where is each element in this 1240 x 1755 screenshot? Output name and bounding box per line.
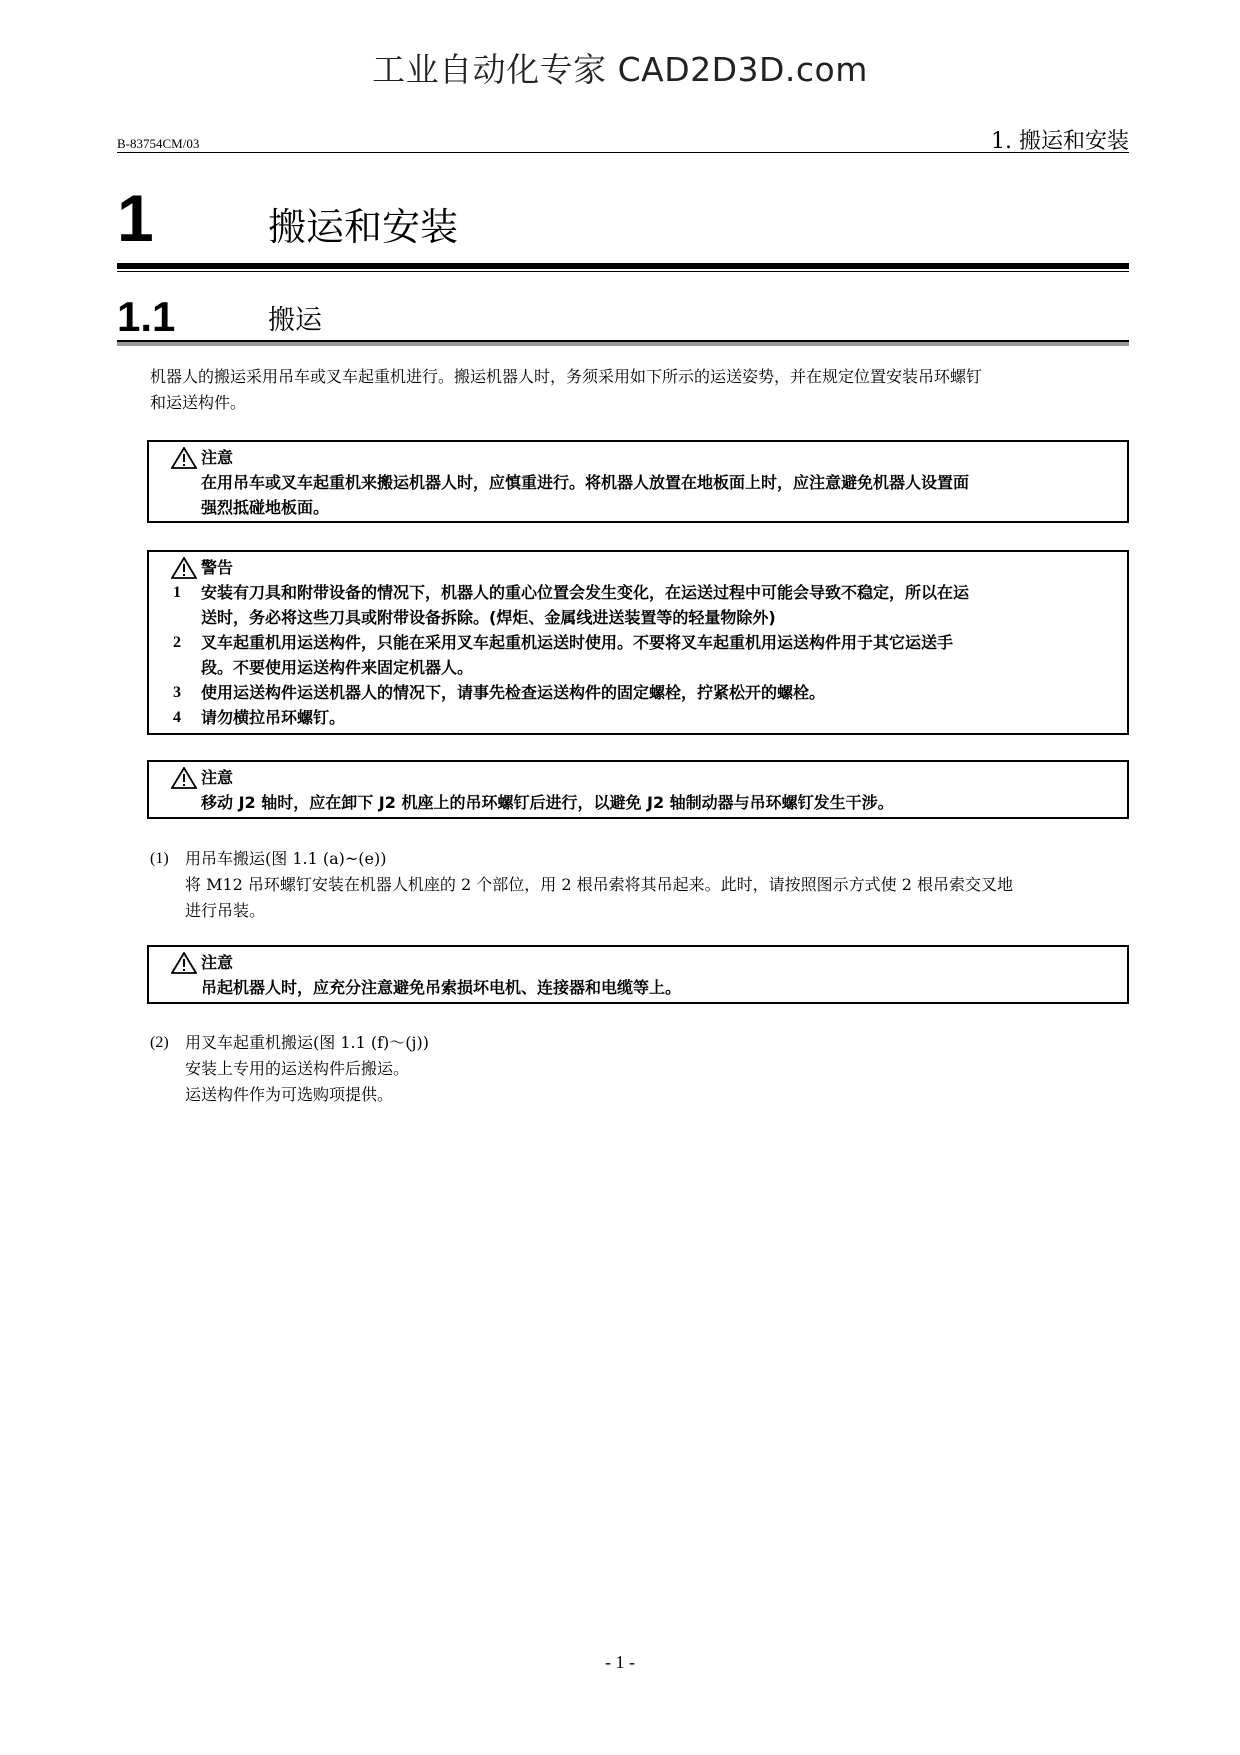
list-item-label: (1) [150,850,169,867]
list-item-line: 运送构件作为可选购项提供。 [185,1085,394,1104]
list-item-1 [150,846,1130,924]
warning-line: 叉车起重机用运送构件，只能在采用叉车起重机运送时使用。不要将叉车起重机用运送构件用于其它运送手 [201,633,954,652]
warning-box [147,550,1129,735]
section-number: 1.1 [117,293,176,340]
warning-item [173,630,1107,680]
page-number: - 1 - [605,1652,635,1672]
caution-header [201,446,1107,470]
caution-body [201,470,1107,520]
list-item-line: 安装上专用的运送构件后搬运。 [185,1059,410,1078]
warning-line: 使用运送构件运送机器人的情况下，请事先检查运送构件的固定螺栓，拧紧松开的螺栓。 [201,683,826,702]
section-title: 搬运 [268,305,322,336]
caution-line: 强烈抵碰地板面。 [201,498,330,517]
intro-paragraph [150,364,1130,416]
list-item-line: 进行吊装。 [185,901,266,920]
caution-box-1 [147,440,1129,523]
warning-item [173,705,1107,730]
chapter-title: 搬运和安装 [268,205,459,249]
warning-item-number: 1 [173,584,181,601]
warning-line: 请勿横拉吊环螺钉。 [201,708,346,727]
intro-line: 机器人的搬运采用吊车或叉车起重机进行。搬运机器人时，务须采用如下所示的运送姿势，并在规定位置安装吊环螺钉 [150,367,983,386]
warning-body [173,580,1107,730]
warning-item [173,580,1107,630]
chapter-rule-thin [117,271,1129,272]
warning-line: 段。不要使用运送构件来固定机器人。 [201,658,474,677]
caution-label: 注意 [201,953,234,972]
list-item-label: (2) [150,1034,169,1051]
list-item-title: 用吊车搬运(图 1.1 (a)~(e)) [185,849,387,868]
header-rule [117,152,1129,153]
chapter-number: 1 [117,181,154,255]
warning-triangle-icon [171,767,197,789]
caution-header [201,951,1107,975]
warning-item-number: 2 [173,634,181,651]
running-header-section: 1. 搬运和安装 [991,129,1129,154]
warning-item-number: 3 [173,684,181,701]
list-item-title: 用叉车起重机搬运(图 1.1 (f)～(j)) [185,1033,429,1052]
intro-line: 和运送构件。 [150,393,247,412]
warning-line: 安装有刀具和附带设备的情况下，机器人的重心位置会发生变化，在运送过程中可能会导致不稳定，所以在运 [201,583,970,602]
caution-box-2 [147,760,1129,819]
caution-header [201,766,1107,790]
watermark-text: 工业自动化专家 CAD2D3D.com [372,50,868,89]
caution-box-3 [147,945,1129,1004]
doc-code: B-83754CM/03 [117,136,200,151]
warning-item-number: 4 [173,709,181,726]
warning-line: 送时，务必将这些刀具或附带设备拆除。(焊炬、金属线进送装置等的轻量物除外) [201,608,776,627]
list-item-2 [150,1030,1130,1108]
warning-triangle-icon [171,447,197,469]
warning-header [201,556,1107,580]
caution-label: 注意 [201,448,234,467]
chapter-rule [117,263,1129,269]
warning-triangle-icon [171,952,197,974]
caution-body [201,975,1107,1000]
list-item-line: 将 M12 吊环螺钉安装在机器人机座的 2 个部位，用 2 根吊索将其吊起来。此时，请按照图示方式使 2 根吊索交叉地 [185,875,1013,894]
caution-line: 吊起机器人时，应充分注意避免吊索损坏电机、连接器和电缆等上。 [201,978,682,997]
warning-triangle-icon [171,557,197,579]
caution-line: 移动 J2 轴时，应在卸下 J2 机座上的吊环螺钉后进行，以避免 J2 轴制动器与吊环螺钉发生干涉。 [201,793,894,812]
warning-item [173,680,1107,705]
caution-label: 注意 [201,768,234,787]
warning-label: 警告 [201,558,234,577]
caution-line: 在用吊车或叉车起重机来搬运机器人时，应慎重进行。将机器人放置在地板面上时，应注意避免机器人设置面 [201,473,970,492]
caution-body [201,790,1107,815]
section-rule-shade [117,342,1129,346]
